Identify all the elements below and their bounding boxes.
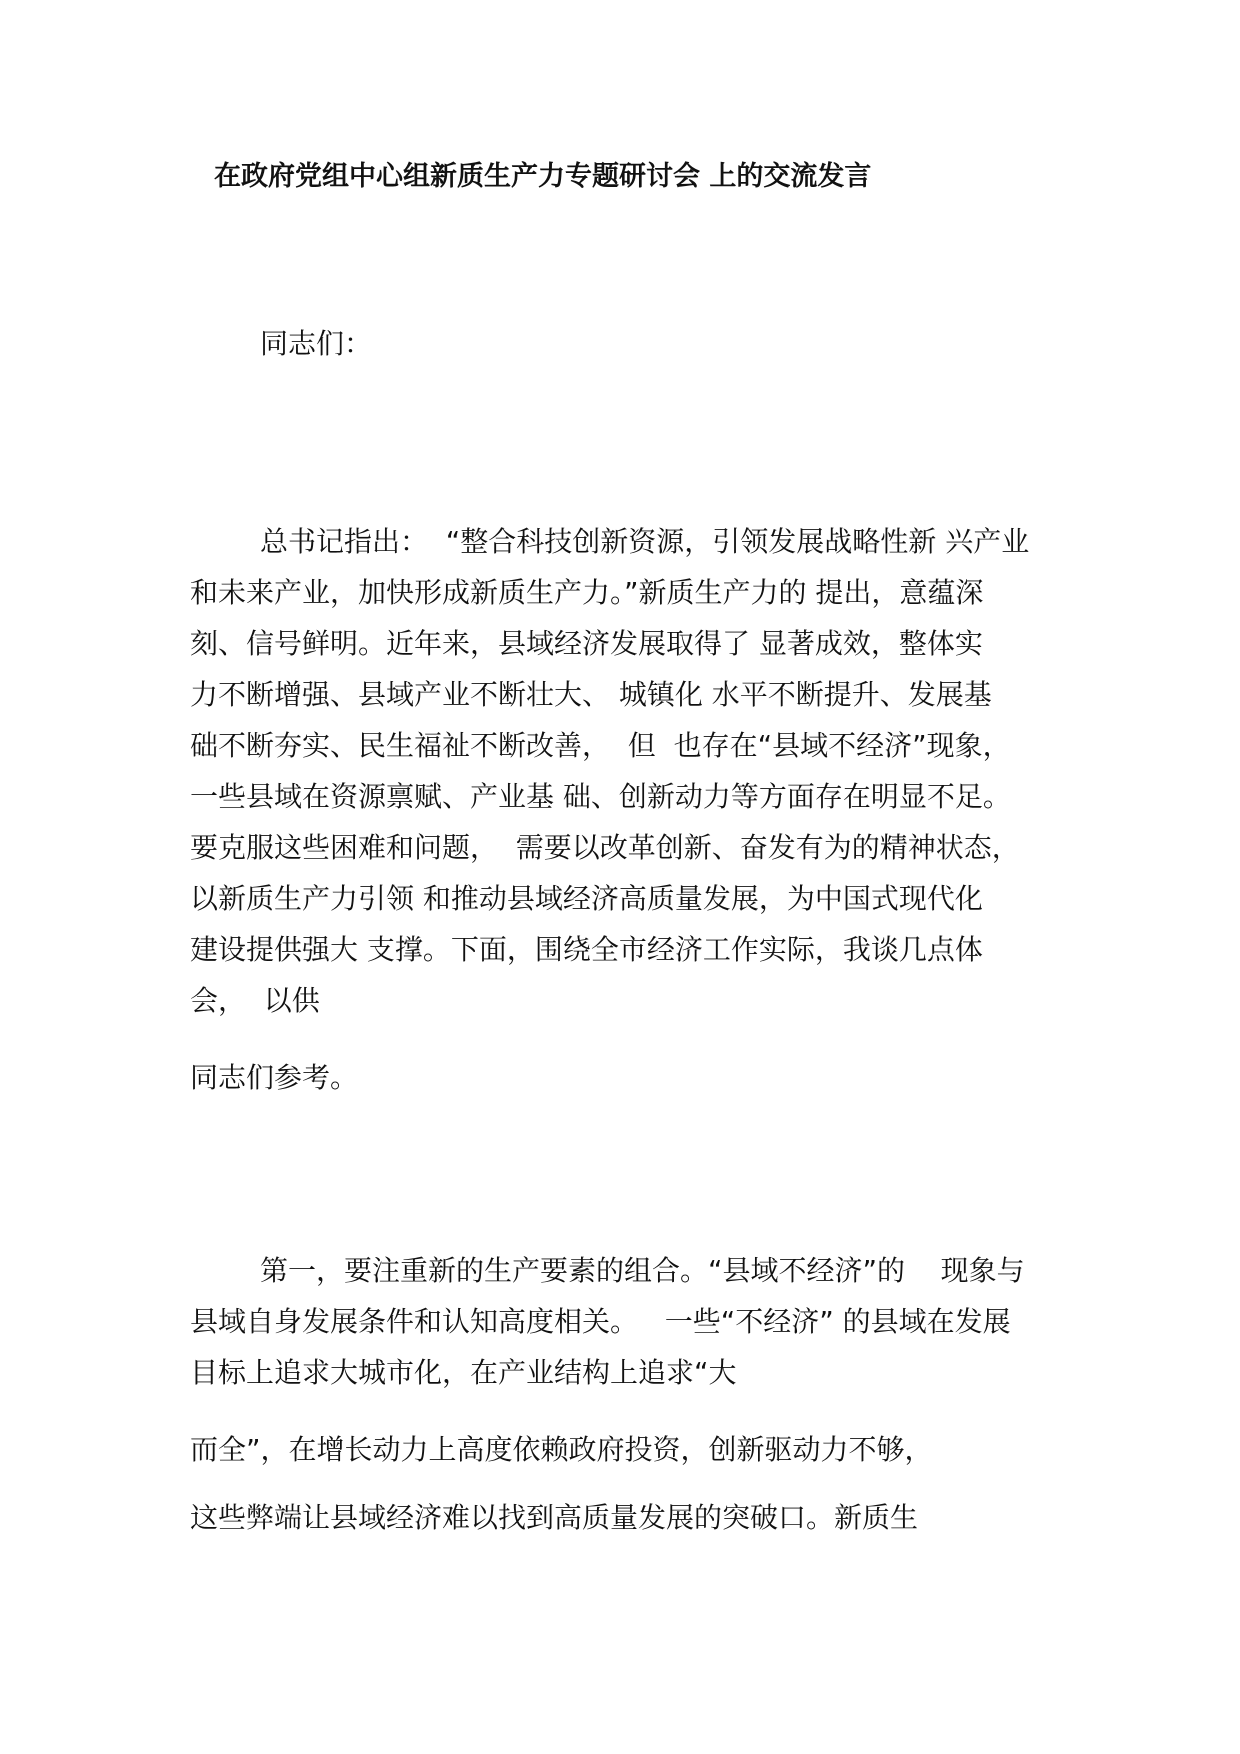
paragraph-line: 而全”，在增长动力上高度依赖政府投资，创新驱动力不够， xyxy=(190,1433,933,1466)
paragraph-line: 会， 以供 xyxy=(190,984,320,1017)
document-title: 在政府党组中心组新质生产力专题研讨会 上的交流发言 xyxy=(214,161,872,192)
paragraph-1-tail: 同志们参考。 xyxy=(190,1061,359,1094)
paragraph-line: 县域自身发展条件和认知高度相关。 一些“不经济” 的县域在发展 xyxy=(190,1305,1011,1338)
paragraph-line: 总书记指出： “整合科技创新资源，引领发展战略性新 兴产业 xyxy=(260,525,1030,558)
paragraph-line: 第一，要注重新的生产要素的组合。“县域不经济”的 现象与 xyxy=(260,1254,1025,1287)
paragraph-line: 以新质生产力引领 和推动县域经济高质量发展，为中国式现代化 xyxy=(190,882,983,915)
paragraph-line: 建设提供强大 支撑。下面，围绕全市经济工作实际，我谈几点体 xyxy=(190,933,983,966)
paragraph-line: 刻、信号鲜明。近年来，县域经济发展取得了 显著成效，整体实 xyxy=(190,627,983,660)
paragraph-line: 一些县域在资源禀赋、产业基 础、创新动力等方面存在明显不足。 xyxy=(190,780,1011,813)
paragraph-line: 和未来产业，加快形成新质生产力。”新质生产力的 提出，意蕴深 xyxy=(190,576,984,609)
paragraph-line: 力不断增强、县域产业不断壮大、 城镇化 水平不断提升、发展基 xyxy=(190,678,992,711)
paragraph-line: 础不断夯实、民生福祉不断改善， 但 也存在“县域不经济”现象， xyxy=(190,729,1011,762)
salutation: 同志们： xyxy=(260,327,373,360)
paragraph-line: 目标上追求大城市化，在产业结构上追求“大 xyxy=(190,1356,737,1389)
paragraph-line: 要克服这些困难和问题， 需要以改革创新、奋发有为的精神状态， xyxy=(190,831,1020,864)
paragraph-line: 这些弊端让县域经济难以找到高质量发展的突破口。新质生 xyxy=(190,1501,919,1534)
